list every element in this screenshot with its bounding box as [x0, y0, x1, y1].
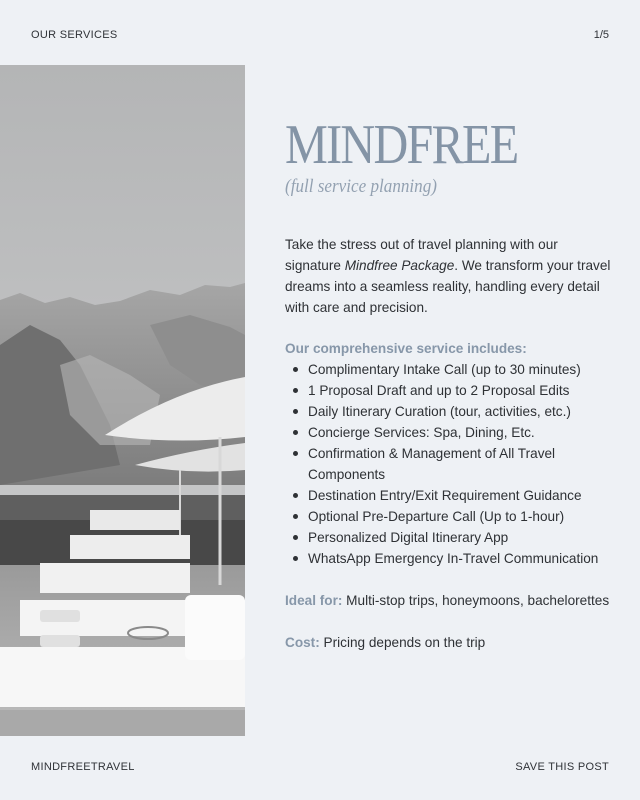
ideal-for-line [285, 590, 615, 611]
list-item: Confirmation & Management of All Travel Components [291, 443, 615, 485]
list-item: Optional Pre-Departure Call (Up to 1-hour) [291, 506, 615, 527]
services-list [285, 359, 615, 569]
intro-paragraph [285, 234, 615, 318]
service-details [285, 115, 615, 653]
resort-poolside-photo [0, 65, 245, 736]
section-label: OUR SERVICES [31, 29, 118, 41]
list-item: Destination Entry/Exit Requirement Guidance [291, 485, 615, 506]
brand-handle: MINDFREETRAVEL [31, 761, 135, 773]
list-item: WhatsApp Emergency In-Travel Communication [291, 548, 615, 569]
ideal-for-label: Ideal for: [285, 593, 343, 608]
includes-heading: Our comprehensive service includes: [285, 341, 527, 356]
ideal-for-text: Multi-stop trips, honeymoons, bachelorettes [342, 593, 610, 608]
package-subtitle: (full service planning) [285, 176, 437, 197]
intro-text-end: . We transform your travel dreams into a seamless reality, handling every detail with care and precision. [285, 258, 611, 315]
cost-label: Cost: [285, 635, 320, 650]
list-item: Daily Itinerary Curation (tour, activities, etc.) [291, 401, 615, 422]
page-indicator: 1/5 [593, 29, 609, 41]
list-item: Complimentary Intake Call (up to 30 minutes) [291, 359, 615, 380]
save-post-cta: SAVE THIS POST [515, 761, 609, 773]
package-title: MINDFREE [285, 114, 518, 176]
list-item: 1 Proposal Draft and up to 2 Proposal Edits [291, 380, 615, 401]
cost-text: Pricing depends on the trip [319, 635, 486, 650]
package-name-emphasis: Mindfree Package [344, 258, 455, 273]
list-item: Personalized Digital Itinerary App [291, 527, 615, 548]
cost-line [285, 632, 615, 653]
intro-text-start: Take the stress out of travel planning with our signature [285, 237, 558, 273]
list-item: Concierge Services: Spa, Dining, Etc. [291, 422, 615, 443]
